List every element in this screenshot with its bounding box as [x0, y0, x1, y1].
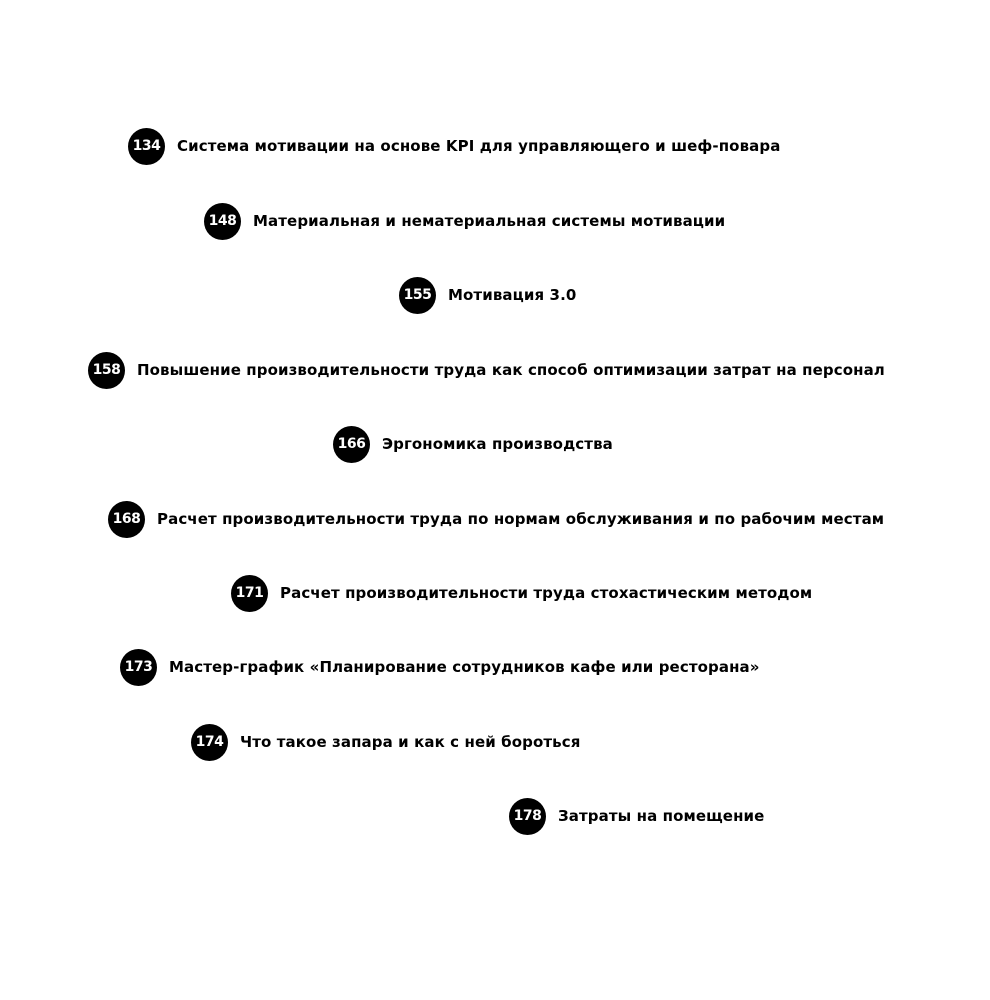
- page-number-badge: 174: [191, 724, 228, 761]
- toc-entry[interactable]: [333, 425, 613, 463]
- page-number-badge: 166: [333, 426, 370, 463]
- page-number-badge: 148: [204, 203, 241, 240]
- page-number-badge: 178: [509, 798, 546, 835]
- toc-entry[interactable]: [120, 648, 760, 686]
- toc-entry-title: Что такое запара и как с ней бороться: [240, 733, 581, 751]
- toc-entry-title: Система мотивации на основе KPI для управляющего и шеф-повара: [177, 137, 781, 155]
- toc-entry[interactable]: [231, 574, 812, 612]
- page-number-badge: 134: [128, 128, 165, 165]
- toc-entry[interactable]: [108, 500, 884, 538]
- toc-entry-title: Расчет производительности труда стохастическим методом: [280, 584, 813, 602]
- toc-entry-title: Повышение производительности труда как способ оптимизации затрат на персонал: [137, 361, 885, 379]
- page-number-badge: 173: [120, 649, 157, 686]
- toc-entry[interactable]: [509, 797, 764, 835]
- toc-entry[interactable]: [204, 202, 725, 240]
- toc-entry[interactable]: [191, 723, 581, 761]
- toc-entry[interactable]: [399, 276, 576, 314]
- toc-entry-title: Расчет производительности труда по нормам обслуживания и по рабочим местам: [157, 510, 885, 528]
- toc-entry[interactable]: [88, 351, 885, 389]
- toc-entry-title: Эргономика производства: [382, 435, 613, 453]
- page-number-badge: 168: [108, 501, 145, 538]
- toc-entry-title: Мастер-график «Планирование сотрудников кафе или ресторана»: [169, 658, 760, 676]
- toc-entry[interactable]: [128, 127, 780, 165]
- page-number-badge: 158: [88, 352, 125, 389]
- page-number-badge: 155: [399, 277, 436, 314]
- page-number-badge: 171: [231, 575, 268, 612]
- toc-entry-title: Материальная и нематериальная системы мотивации: [253, 212, 726, 230]
- toc-entry-title: Затраты на помещение: [558, 807, 765, 825]
- toc-entry-title: Мотивация 3.0: [448, 286, 577, 304]
